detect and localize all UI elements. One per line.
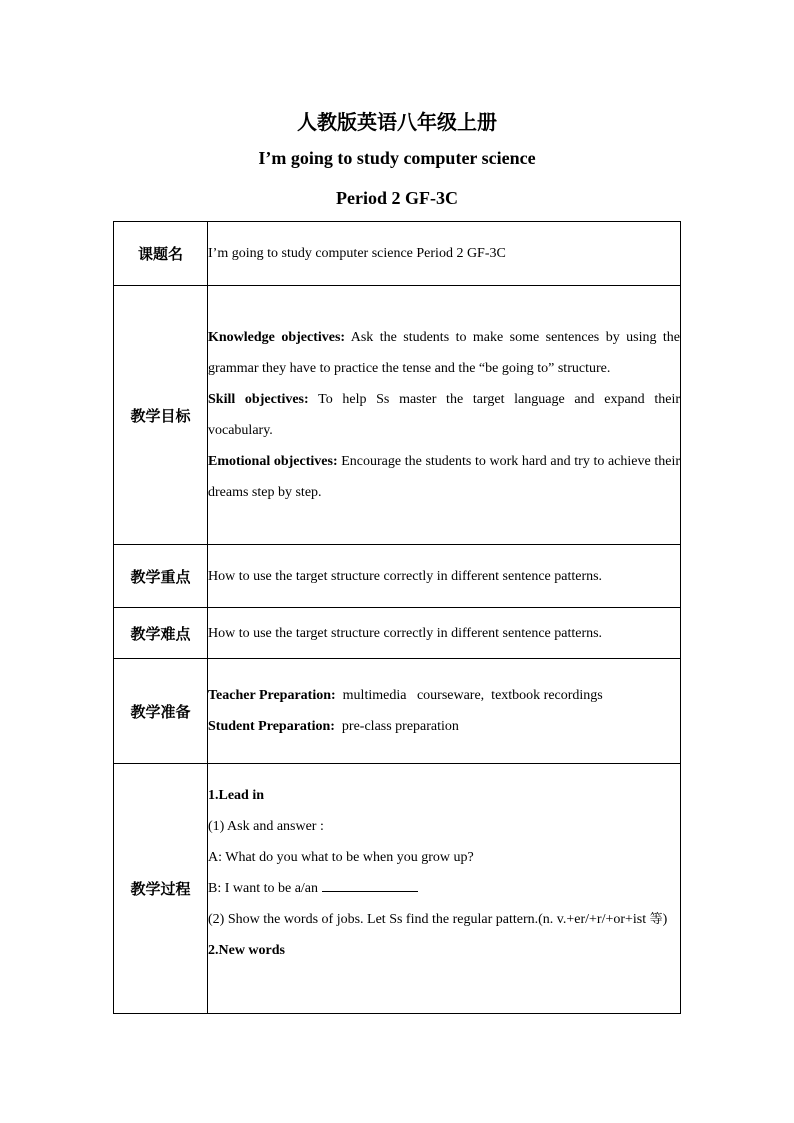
- knowledge-heading: Knowledge objectives:: [208, 330, 346, 345]
- document-period: Period 2 GF-3C: [336, 188, 458, 208]
- key-points-value: How to use the target structure correctly in different sentence patterns.: [208, 545, 681, 608]
- row-label-difficulties: 教学难点: [114, 608, 208, 659]
- process-cell: [208, 764, 681, 1014]
- row-preparation: [114, 659, 681, 764]
- row-process: [114, 764, 681, 1014]
- row-topic: [114, 222, 681, 286]
- teacher-preparation: [208, 680, 680, 711]
- difficulties-value: How to use the target structure correctly in different sentence patterns.: [208, 608, 681, 659]
- emotional-heading: Emotional objectives:: [208, 454, 338, 469]
- row-label-objectives: 教学目标: [114, 286, 208, 545]
- objectives-cell: [208, 286, 681, 545]
- row-label-preparation: 教学准备: [114, 659, 208, 764]
- step1-jobs: (2) Show the words of jobs. Let Ss find the regular pattern.(n. v.+er/+r/+or+ist 等): [208, 912, 668, 927]
- emotional-text: Encourage the students to work hard and try to achieve their dreams step by step.: [208, 454, 680, 500]
- skill-objectives: [208, 384, 680, 446]
- step1-answer: B: I want to be a/an: [208, 873, 680, 904]
- row-label-key-points: 教学重点: [114, 545, 208, 608]
- knowledge-text: Ask the students to make some sentences by using the grammar they have to practice the tense and the “be going to” structure.: [208, 330, 680, 376]
- emotional-objectives: [208, 446, 680, 508]
- row-difficulties: [114, 608, 681, 659]
- step2-title: 2.New words: [208, 943, 285, 958]
- topic-value: I’m going to study computer science Period 2 GF-3C: [208, 222, 681, 286]
- teacher-heading: Teacher Preparation:: [208, 688, 336, 703]
- step1-question: A: What do you what to be when you grow up?: [208, 850, 474, 865]
- row-key-points: [114, 545, 681, 608]
- row-objectives: [114, 286, 681, 545]
- lesson-plan-table: [113, 221, 681, 1014]
- document-title-en: I’m going to study computer science: [258, 148, 536, 168]
- preparation-cell: [208, 659, 681, 764]
- student-text: pre-class preparation: [334, 719, 459, 734]
- skill-text: To help Ss master the target language and expand their vocabulary.: [208, 392, 681, 438]
- row-label-process: 教学过程: [114, 764, 208, 1014]
- answer-blank: [322, 877, 418, 892]
- step1-title: 1.Lead in: [208, 788, 265, 803]
- step1-ask: (1) Ask and answer :: [208, 819, 324, 834]
- teacher-text: multimedia courseware, textbook recordings: [335, 688, 603, 703]
- skill-heading: Skill objectives:: [208, 392, 309, 407]
- student-heading: Student Preparation:: [208, 719, 335, 734]
- knowledge-objectives: [208, 322, 680, 384]
- row-label-topic: 课题名: [114, 222, 208, 286]
- student-preparation: [208, 711, 680, 742]
- document-title-cn: 人教版英语八年级上册: [297, 110, 497, 134]
